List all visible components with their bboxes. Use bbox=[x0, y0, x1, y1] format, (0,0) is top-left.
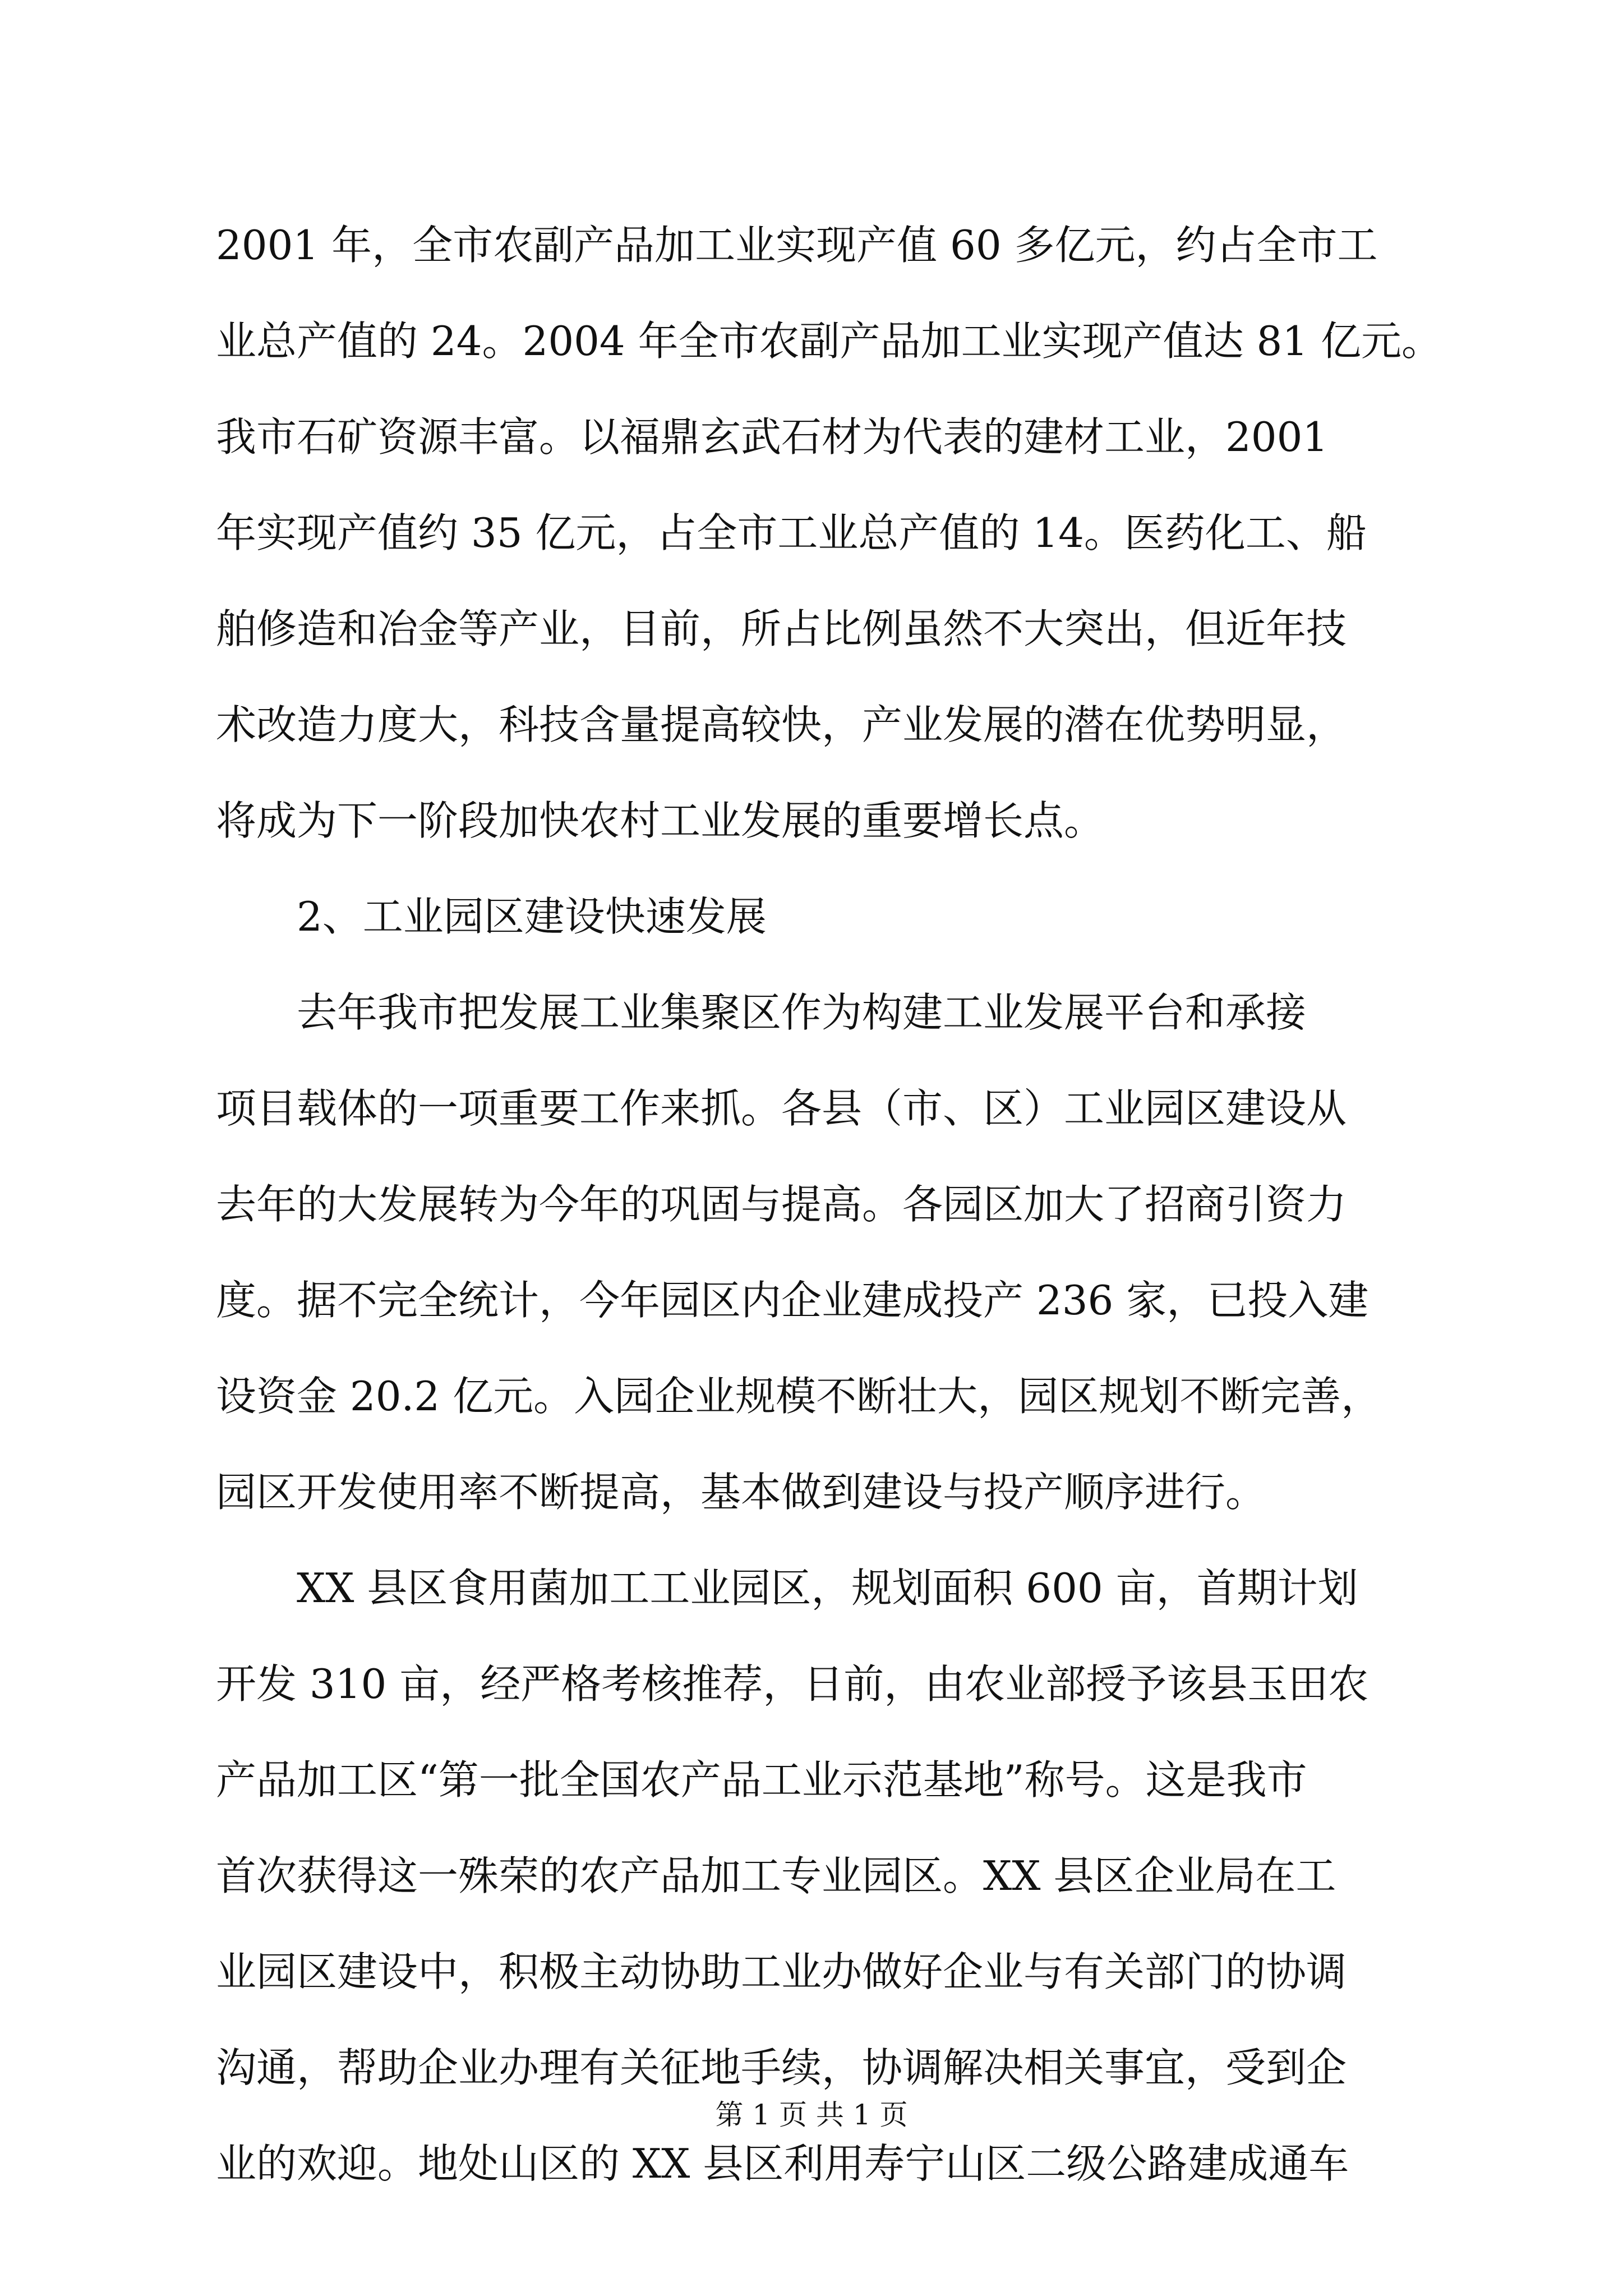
text-line: 项目载体的一项重要工作来抓。各县（市、区）工业园区建设从 bbox=[216, 1085, 1347, 1132]
text-line: 去年我市把发展工业集聚区作为构建工业发展平台和承接 bbox=[297, 989, 1307, 1036]
text-line: XX 县区食用菌加工工业园区，规划面积 600 亩，首期计划 bbox=[297, 1565, 1358, 1612]
text-line: 业总产值的 24。2004 年全市农副产品加工业实现产值达 81 亿元。 bbox=[216, 318, 1442, 365]
text-line: 园区开发使用率不断提高，基本做到建设与投产顺序进行。 bbox=[216, 1469, 1266, 1516]
text-line: 沟通，帮助企业办理有关征地手续，协调解决相关事宜，受到企 bbox=[216, 2044, 1347, 2091]
text-line: 将成为下一阶段加快农村工业发展的重要增长点。 bbox=[216, 797, 1105, 844]
section-heading: 2、工业园区建设快速发展 bbox=[297, 893, 767, 940]
page-footer: 第 1 页 共 1 页 bbox=[715, 2099, 908, 2131]
text-line: 业的欢迎。地处山区的 XX 县区利用寿宁山区二级公路建成通车 bbox=[216, 2140, 1349, 2187]
text-line: 去年的大发展转为今年的巩固与提高。各园区加大了招商引资力 bbox=[216, 1181, 1347, 1228]
text-line: 2001 年，全市农副产品加工业实现产值 60 多亿元，约占全市工 bbox=[216, 222, 1378, 269]
text-line: 开发 310 亩，经严格考核推荐，日前，由农业部授予该县玉田农 bbox=[216, 1660, 1369, 1708]
text-line: 术改造力度大，科技含量提高较快，产业发展的潜在优势明显， bbox=[216, 701, 1347, 748]
text-line: 度。据不完全统计，今年园区内企业建成投产 236 家，已投入建 bbox=[216, 1277, 1369, 1324]
text-line: 舶修造和冶金等产业，目前，所占比例虽然不大突出，但近年技 bbox=[216, 605, 1347, 652]
document-body bbox=[216, 197, 1442, 2212]
text-line: 首次获得这一殊荣的农产品加工专业园区。XX 县区企业局在工 bbox=[216, 1852, 1336, 1899]
text-line: 年实现产值约 35 亿元，占全市工业总产值的 14。医药化工、船 bbox=[216, 509, 1367, 556]
text-line: 产品加工区“第一批全国农产品工业示范基地”称号。这是我市 bbox=[216, 1756, 1307, 1803]
text-line: 业园区建设中，积极主动协助工业办做好企业与有关部门的协调 bbox=[216, 1948, 1347, 1995]
text-line: 设资金 20.2 亿元。入园企业规模不断壮大，园区规划不断完善， bbox=[216, 1373, 1382, 1420]
text-line: 我市石矿资源丰富。以福鼎玄武石材为代表的建材工业，2001 bbox=[216, 413, 1329, 461]
